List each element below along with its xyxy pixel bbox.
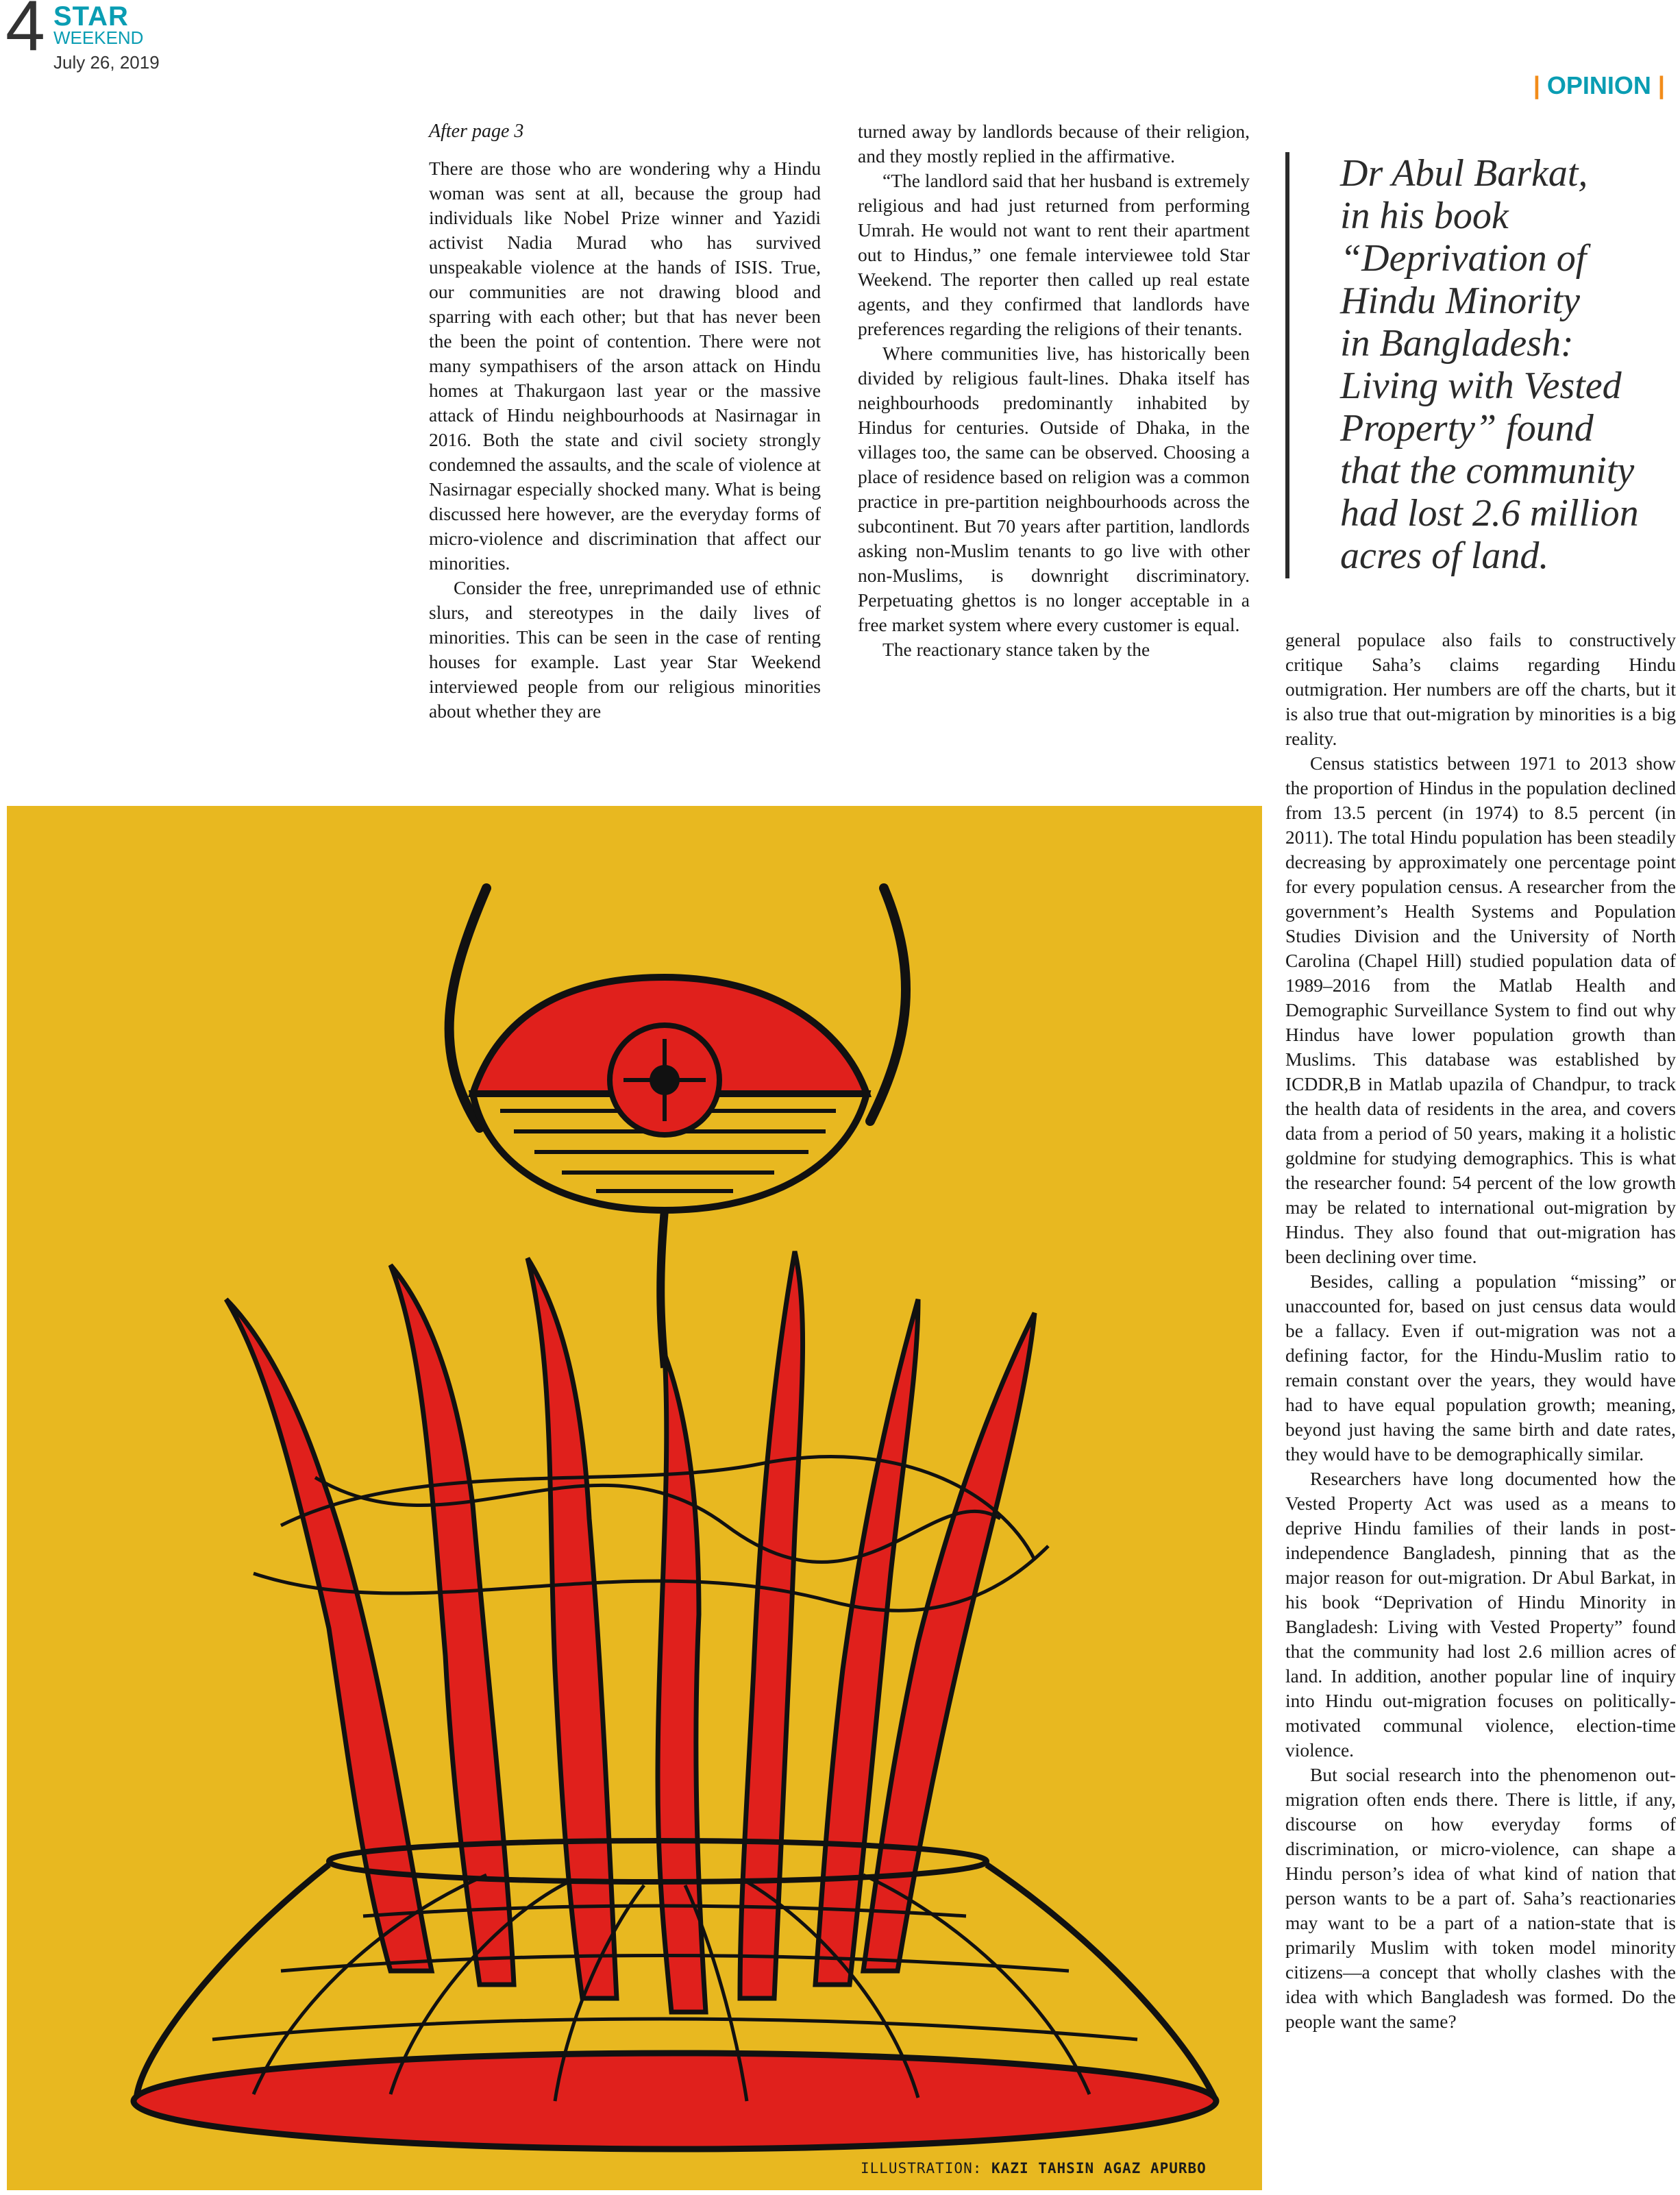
paragraph: Besides, calling a population “missing” or unaccounted for, based on just census data would be a fallacy. Even if out-migration was not a defining factor, for the Hindu-Muslim ratio to remain constant over the years, they would have had to have equal population growth; meaning, beyond just having the same birth and date rates, they would have to be demographically similar. — [1285, 1271, 1676, 1464]
section-bar-right: | — [1651, 71, 1665, 99]
article-column-1 — [429, 119, 821, 724]
paragraph: general populace also fails to constructively critique Saha’s claims regarding Hindu outmigration. Her numbers are off the charts, but it is also true that out-migration by minorities is a big reality. — [1285, 629, 1676, 749]
pull-quote-line: Living with Vested — [1340, 365, 1622, 407]
paragraph: Where communities live, has historically been divided by religious fault-lines. Dhaka itself has neighbourhoods predominantly inhabited by Hindus for centuries. Outside of Dhaka, in the villages too, the same can be observed. Choosing a place of residence based on religion was a common practice in pre-partition neighbourhoods across the subcontinent. But 70 years after partition, landlords asking non-Muslim tenants to go live with other non-Muslims, is downright discriminatory. Perpetuating ghettos is no longer acceptable in a free market system where every customer is equal. — [858, 343, 1250, 635]
illustration-artwork — [7, 806, 1262, 2190]
masthead — [5, 0, 184, 75]
pull-quote-line: in his book — [1340, 195, 1509, 237]
pull-quote-line: in Bangladesh: — [1340, 322, 1574, 365]
paragraph: There are those who are wondering why a Hindu woman was sent at all, because the group had individuals like Nobel Prize winner and Yazidi activist Nadia Murad who has survived unspeakable violence at the hands of ISIS. True, our communities are not drawing blood and sparring with each other; but that has never been the been the point of contention. There were not many sympathisers of the arson attack on Hindu homes at Thakurgaon last year or the massive attack of Hindu neighbourhoods at Nasirnagar in 2016. Both the state and civil society strongly condemned the assaults, and the scale of violence at Nasirnagar especially shocked many. What is being discussed here however, are the everyday forms of micro-violence and discrimination that affect our minorities. — [429, 158, 821, 574]
article-column-3 — [1285, 628, 1676, 2034]
credit-name: KAZI TAHSIN AGAZ APURBO — [991, 2160, 1207, 2176]
illustration — [7, 806, 1262, 2190]
pull-quote-line: that the community — [1340, 450, 1635, 492]
issue-date: July 26, 2019 — [53, 52, 160, 73]
paragraph: But social research into the phenomenon out-migration often ends there. There is little, if any, discourse on how everyday forms of discrimination, or micro-violence, can shape a Hindu person’s idea of what kind of nation that person wants to be a part of. Saha’s reactionaries may want to be a part of a nation-state that is primarily Muslim with token model minority citizens—a concept that wholly clashes with the idea with which Bangladesh was formed. Do the people want the same? — [1285, 1764, 1676, 2032]
brand-subtitle: WEEKEND — [53, 27, 144, 48]
pull-quote-line: “Deprivation of — [1340, 237, 1587, 280]
jump-line: After page 3 — [429, 121, 524, 142]
paragraph: turned away by landlords because of their religion, and they mostly replied in the affirmative. — [858, 121, 1250, 167]
page-number: 4 — [5, 0, 45, 66]
illustration-credit — [861, 2160, 1207, 2176]
brand-name: STAR — [53, 1, 129, 32]
section-label: OPINION — [1546, 71, 1651, 99]
pull-quote — [1285, 152, 1669, 578]
section-tag — [1533, 71, 1665, 100]
paragraph: “The landlord said that her husband is extremely religious and had just returned from performing Umrah. He would not want to rent their apartment out to Hindus,” one female interviewee told Star Weekend. The reporter then called up real estate agents, and they confirmed that landlords have preferences regarding the religions of their tenants. — [858, 170, 1250, 339]
pull-quote-line: Property” found — [1340, 407, 1594, 450]
paragraph: Census statistics between 1971 to 2013 show the proportion of Hindus in the population declined from 13.5 percent (in 1974) to 8.5 percent (in 2011). The total Hindu population has been steadily decreasing by approximately one percentage point for every population census. A researcher from the government’s Health Systems and Population Studies Division and the University of North Carolina (Chapel Hill) studied population data of 1989–2016 from the Matlab Health and Demographic Surveillance System to find out why Hindus have lower population growth than Muslims. This database was established by ICDDR,B in Matlab upazila of Chandpur, to track the health data of residents in the area, and covers data from a period of 50 years, making it a holistic goldmine for studying demographics. This is what the researcher found: 54 percent of the low growth may be related to international out-migration by Hindus. They also found that out-migration has been declining over time. — [1285, 752, 1676, 1267]
credit-prefix: ILLUSTRATION: — [861, 2160, 983, 2176]
pull-quote-line: had lost 2.6 million — [1340, 492, 1639, 535]
article-column-2 — [858, 119, 1250, 662]
pull-quote-line: Dr Abul Barkat, — [1340, 152, 1588, 195]
pull-quote-line: acres of land. — [1340, 535, 1549, 577]
pull-quote-line: Hindu Minority — [1340, 280, 1580, 322]
paragraph: Consider the free, unreprimanded use of ethnic slurs, and stereotypes in the daily lives of minorities. This can be seen in the case of renting houses for example. Last year Star Weekend interviewed people from our religious minorities about whether they are — [429, 577, 821, 722]
paragraph: The reactionary stance taken by the — [882, 639, 1150, 660]
section-bar-left: | — [1533, 71, 1547, 99]
paragraph: Researchers have long documented how the Vested Property Act was used as a means to deprive Hindu families of their lands in post-independence Bangladesh, pinning that as the major reason for out-migration. Dr Abul Barkat, in his book “Deprivation of Hindu Minority in Bangladesh: Living with Vested Property” found that the community had lost 2.6 million acres of land. In addition, another popular line of inquiry into Hindu out-migration focuses on politically-motivated communal violence, election-time violence. — [1285, 1468, 1676, 1761]
